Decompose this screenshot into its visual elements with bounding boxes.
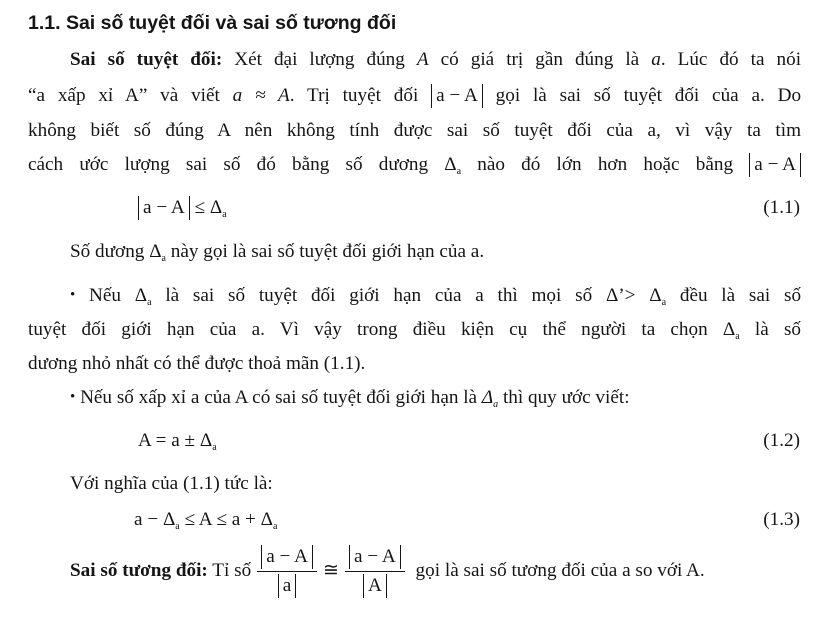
bullet-1-line-1: • Nếu $\Delta_a$ là sai số tuyệt đối giới hạn của a thì mọi số Δ’> $\Delta_a$ đều là sai số — [70, 285, 802, 308]
abs-a-minus-A: a − A — [431, 84, 483, 108]
delta-a-symbol: $\Delta_a$ — [444, 154, 462, 177]
bullet-2: • Nếu số xấp xỉ a của A có sai số tuyệt đối giới hạn là $\Delta_a$ thì quy ước viết: — [70, 387, 630, 410]
paragraph-1-line-4: cách ước lượng sai số đó bằng số dương $\Delta_a$ nào đó lớn hơn hoặc bằng a − A — [28, 153, 801, 184]
term-relative-error: Sai số tương đối: — [70, 559, 208, 581]
section-heading: 1.1. Sai số tuyệt đối và sai số tương đối — [28, 12, 397, 34]
paragraph-1-line-2: “a xấp xỉ A” và viết a ≈ A. Trị tuyệt đối a − A gọi là sai số tuyệt đối của a. Do — [28, 85, 802, 106]
paragraph-4-relative-error: Sai số tương đối: Tỉ số $\frac{a - A}{a}$ ≅ $\frac{a - A}{A}$ gọi là sai số tương đối của a so với A. — [70, 546, 705, 596]
paragraph-2: Số dương $\Delta_a$ này gọi là sai số tuyệt đối giới hạn của a. — [70, 241, 485, 264]
equation-1-2: $A = a \pm \Delta_a$ — [138, 430, 217, 453]
equation-number-1-3: (1.3) — [763, 509, 800, 530]
paragraph-1-line-1: Sai số tuyệt đối: Xét đại lượng đúng A có giá trị gần đúng là a. Lúc đó ta nói — [70, 49, 802, 70]
bullet-icon: • — [70, 287, 76, 303]
term-absolute-error: Sai số tuyệt đối: — [70, 49, 223, 70]
equation-number-1-1: (1.1) — [763, 197, 800, 218]
fraction-2: $\frac{a - A}{A}$ — [345, 545, 405, 598]
paragraph-1-line-3: không biết số đúng A nên không tính được sai số tuyệt đối của a, vì vậy ta tìm — [28, 120, 801, 141]
paragraph-3: Với nghĩa của (1.1) tức là: — [70, 473, 273, 494]
bullet-icon: • — [70, 389, 76, 405]
fraction-1: $\frac{a - A}{a}$ — [257, 545, 317, 598]
bullet-1-line-3: dương nhỏ nhất có thể được thoả mãn (1.1). — [28, 353, 366, 374]
bullet-1-line-2: tuyệt đối giới hạn của a. Vì vậy trong điều kiện cụ thể người ta chọn $\Delta_a$ là số — [28, 319, 802, 342]
equation-1-1: $a - A \le \Delta_a$ — [138, 196, 227, 227]
equation-number-1-2: (1.2) — [763, 430, 800, 451]
equation-1-3: $a - \Delta_a \le A \le a + \Delta_a$ — [134, 509, 278, 532]
